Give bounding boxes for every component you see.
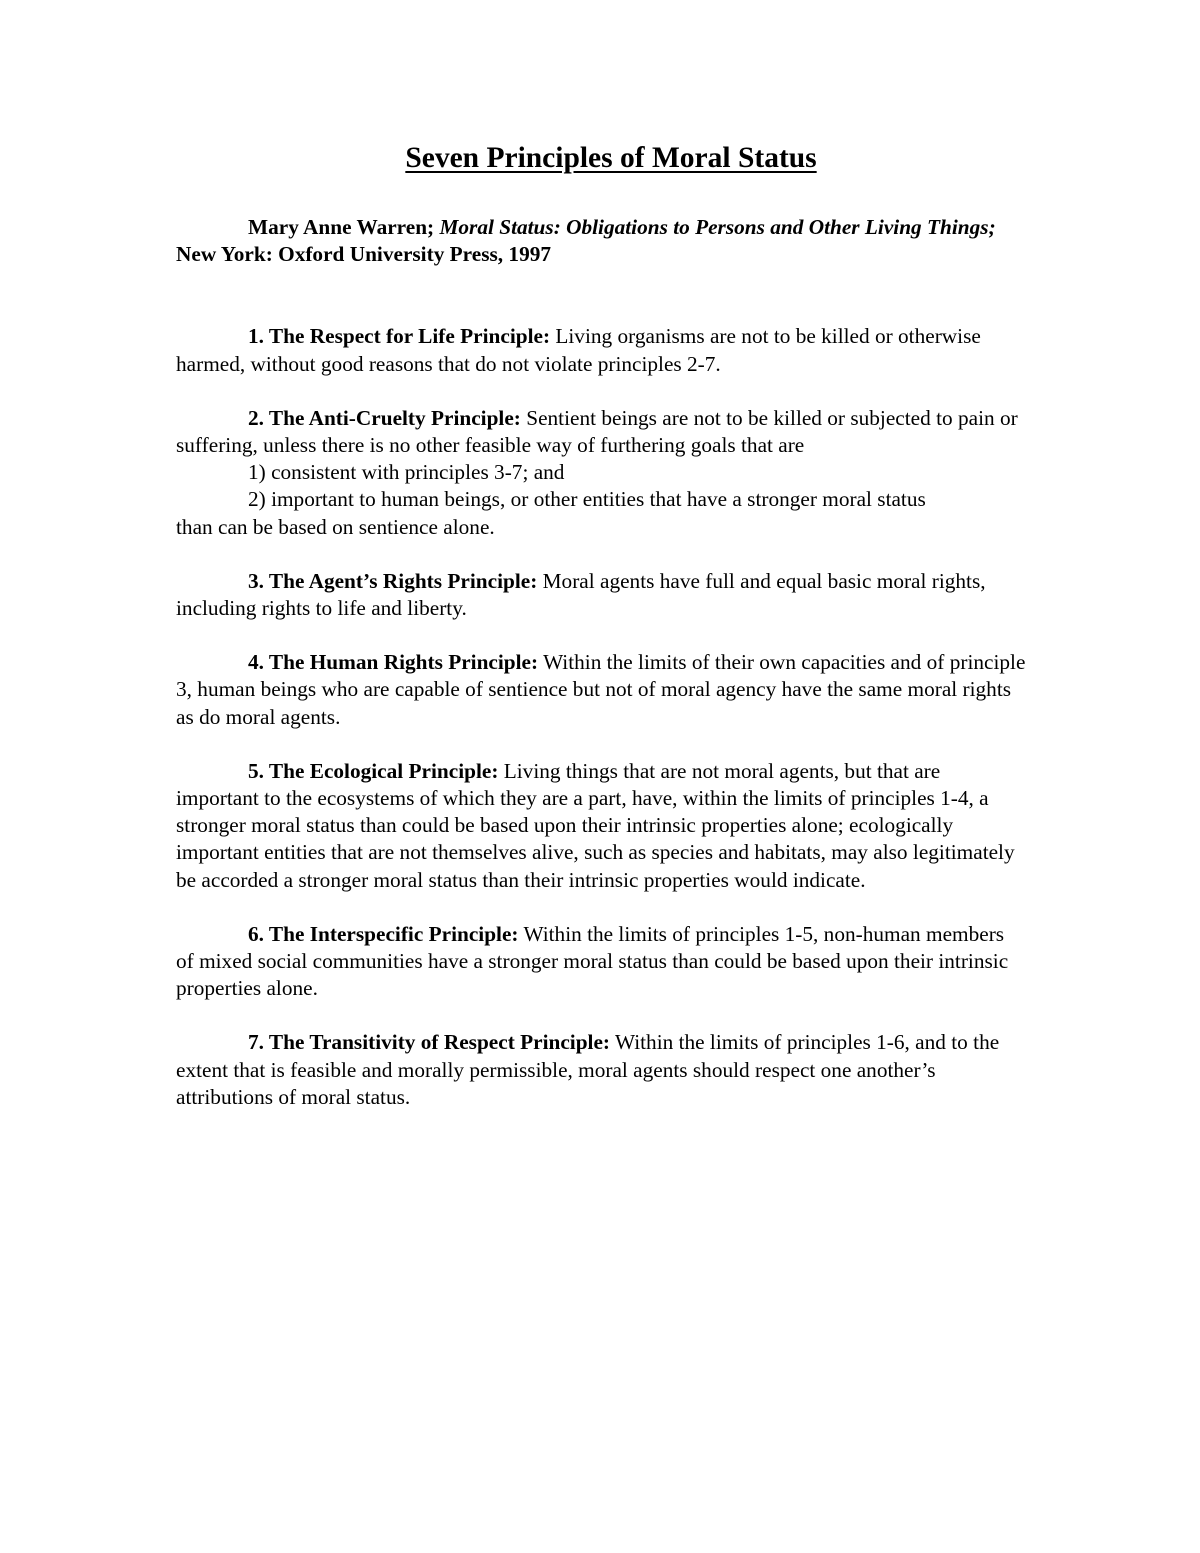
principle-heading: 5. The Ecological Principle: (248, 758, 499, 783)
principle-6 (176, 921, 1026, 1003)
principle-heading: 2. The Anti-Cruelty Principle: (248, 405, 521, 430)
principle-text: Within the limits of their own capacities and of principle 3, human beings who are capable of sentience but not of moral agency have the same moral rights as do moral agents. (176, 650, 1026, 729)
principle-sub-item: 2) important to human beings, or other entities that have a stronger moral status (248, 487, 926, 512)
principle-text: Sentient beings are not to be killed or subjected to pain or suffering, unless there is no other feasible way of furthering goals that are (176, 405, 1018, 458)
principle-heading: 3. The Agent’s Rights Principle: (248, 568, 538, 593)
citation (176, 214, 1026, 268)
principle-text: Moral agents have full and equal basic moral rights, including rights to life and liberty. (176, 568, 986, 621)
principle-sub-item: 1) consistent with principles 3-7; and (248, 460, 565, 485)
principle-text: Living organisms are not to be killed or otherwise harmed, without good reasons that do not violate principles 2-7. (176, 324, 981, 376)
principle-text: Within the limits of principles 1-6, and to the extent that is feasible and morally permissible, moral agents should respect one another’s attributions of moral status. (176, 1030, 1000, 1109)
principle-tail-text: than can be based on sentience alone. (176, 514, 495, 539)
page-title: Seven Principles of Moral Status (405, 142, 817, 174)
citation-book-title: Moral Status: Obligations to Persons and Other Living Things; (439, 215, 996, 239)
principle-heading: 1. The Respect for Life Principle: (248, 324, 551, 349)
principle-7 (176, 1029, 1026, 1111)
principle-text: Living things that are not moral agents, but that are important to the ecosystems of which they are a part, have, within the limits of principles 1-4, a stronger moral status than could be based upon their intrinsic properties alone; ecologically important entities that are not themselves alive, such as species and habitats, may also legitimately be accorded a stronger moral status than their intrinsic properties would indicate. (176, 758, 1015, 892)
principle-1 (176, 323, 1026, 377)
principle-heading: 4. The Human Rights Principle: (248, 650, 539, 675)
principle-5 (176, 758, 1026, 894)
principle-heading: 7. The Transitivity of Respect Principle: (248, 1030, 611, 1055)
principle-2 (176, 405, 1026, 541)
principle-text: Within the limits of principles 1-5, non-human members of mixed social communities have a stronger moral status than could be based upon their intrinsic properties alone. (176, 921, 1009, 1001)
principle-heading: 6. The Interspecific Principle: (248, 921, 519, 946)
citation-author: Mary Anne Warren; (248, 215, 435, 239)
principle-4 (176, 649, 1026, 731)
principle-3 (176, 568, 1026, 622)
document-body (176, 140, 1026, 1138)
citation-publisher: New York: Oxford University Press, 1997 (176, 242, 552, 267)
